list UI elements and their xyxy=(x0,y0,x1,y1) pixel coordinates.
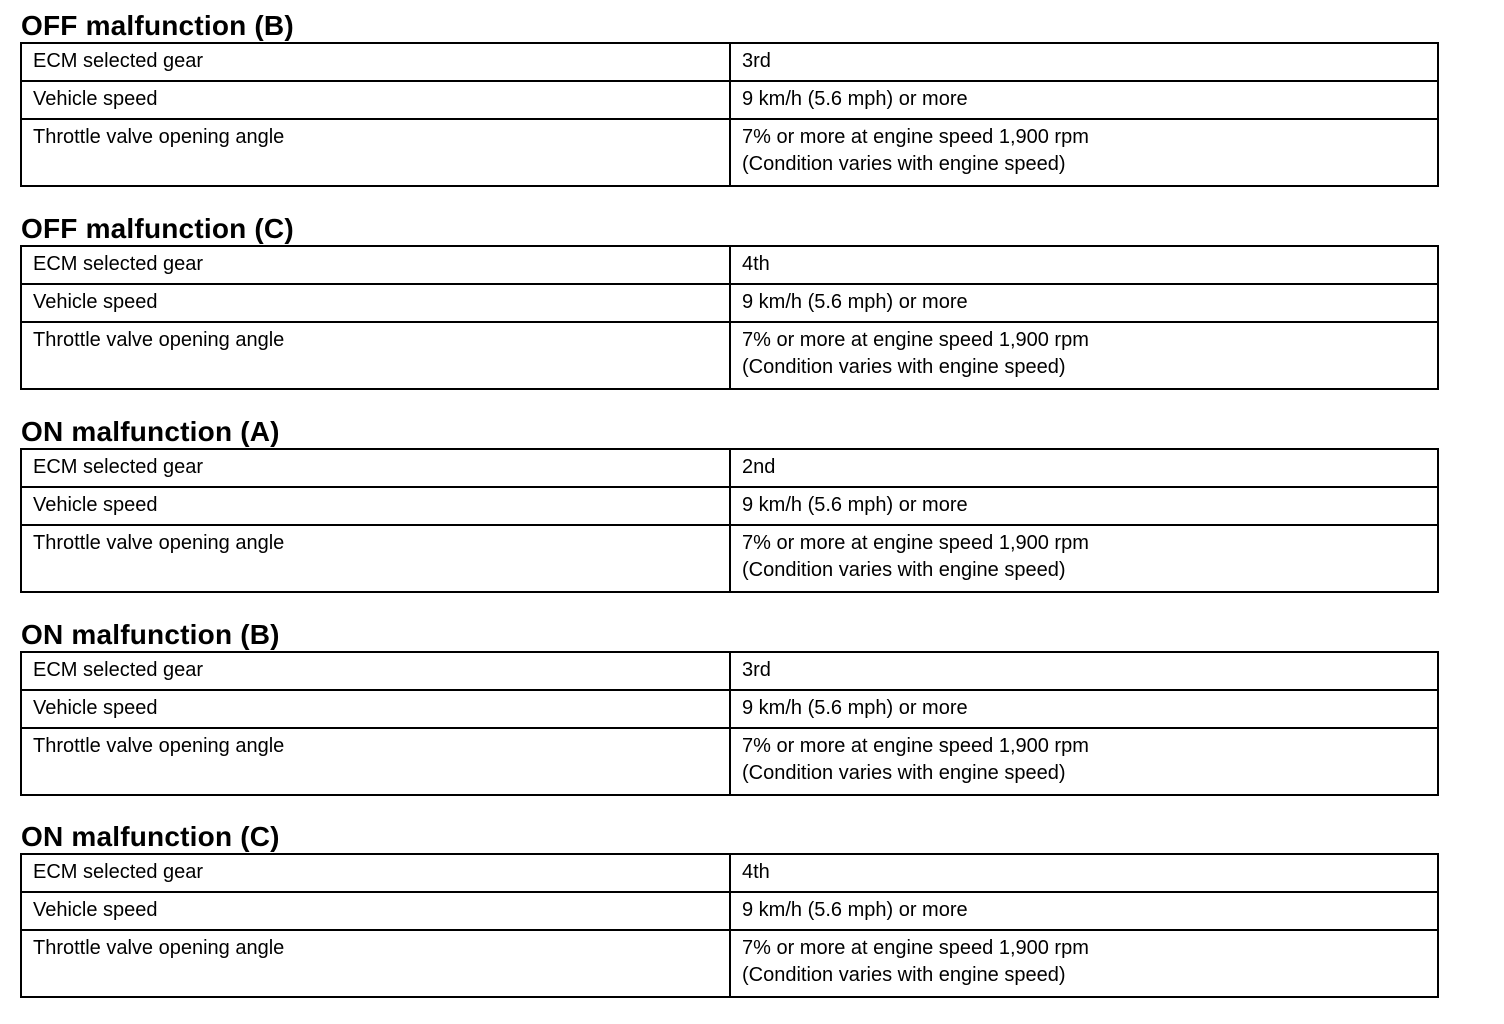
condition-table xyxy=(20,42,1439,187)
row-label: Throttle valve opening angle xyxy=(21,525,730,592)
row-label: ECM selected gear xyxy=(21,43,730,81)
section-title: ON malfunction (B) xyxy=(21,619,280,650)
row-label: Throttle valve opening angle xyxy=(21,322,730,389)
condition-table xyxy=(20,245,1439,390)
row-label: Vehicle speed xyxy=(21,284,730,322)
section-title: OFF malfunction (C) xyxy=(21,213,294,244)
section-title: ON malfunction (A) xyxy=(21,416,280,447)
row-value: 4th xyxy=(730,246,1438,284)
row-value: 7% or more at engine speed 1,900 rpm (Condition varies with engine speed) xyxy=(730,930,1438,997)
row-value: 2nd xyxy=(730,449,1438,487)
condition-table xyxy=(20,853,1439,998)
row-label: ECM selected gear xyxy=(21,854,730,892)
row-label: Vehicle speed xyxy=(21,81,730,119)
row-label: ECM selected gear xyxy=(21,449,730,487)
section-on-malfunction-a xyxy=(20,416,1439,593)
section-on-malfunction-c xyxy=(20,821,1439,998)
table-row xyxy=(21,487,1438,525)
section-off-malfunction-c xyxy=(20,213,1439,390)
table-row xyxy=(21,284,1438,322)
table-row xyxy=(21,854,1438,892)
table-row xyxy=(21,728,1438,795)
row-label: ECM selected gear xyxy=(21,246,730,284)
row-value: 7% or more at engine speed 1,900 rpm (Condition varies with engine speed) xyxy=(730,525,1438,592)
row-value: 9 km/h (5.6 mph) or more xyxy=(730,892,1438,930)
section-on-malfunction-b xyxy=(20,619,1439,796)
row-value: 4th xyxy=(730,854,1438,892)
table-row xyxy=(21,892,1438,930)
section-title: ON malfunction (C) xyxy=(21,821,280,852)
row-value: 9 km/h (5.6 mph) or more xyxy=(730,690,1438,728)
row-value: 9 km/h (5.6 mph) or more xyxy=(730,284,1438,322)
condition-table xyxy=(20,651,1439,796)
row-label: Vehicle speed xyxy=(21,892,730,930)
table-row xyxy=(21,652,1438,690)
row-value: 7% or more at engine speed 1,900 rpm (Condition varies with engine speed) xyxy=(730,322,1438,389)
table-row xyxy=(21,322,1438,389)
row-label: Vehicle speed xyxy=(21,487,730,525)
row-value: 7% or more at engine speed 1,900 rpm (Condition varies with engine speed) xyxy=(730,728,1438,795)
row-label: Throttle valve opening angle xyxy=(21,930,730,997)
row-value: 3rd xyxy=(730,43,1438,81)
table-row xyxy=(21,525,1438,592)
section-title: OFF malfunction (B) xyxy=(21,10,294,41)
table-row xyxy=(21,119,1438,186)
table-row xyxy=(21,690,1438,728)
row-value: 9 km/h (5.6 mph) or more xyxy=(730,81,1438,119)
row-label: ECM selected gear xyxy=(21,652,730,690)
section-off-malfunction-b xyxy=(20,10,1439,187)
table-row xyxy=(21,43,1438,81)
row-value: 3rd xyxy=(730,652,1438,690)
table-row xyxy=(21,246,1438,284)
row-value: 9 km/h (5.6 mph) or more xyxy=(730,487,1438,525)
condition-table xyxy=(20,448,1439,593)
table-row xyxy=(21,930,1438,997)
row-label: Throttle valve opening angle xyxy=(21,119,730,186)
row-label: Throttle valve opening angle xyxy=(21,728,730,795)
row-value: 7% or more at engine speed 1,900 rpm (Condition varies with engine speed) xyxy=(730,119,1438,186)
table-row xyxy=(21,81,1438,119)
table-row xyxy=(21,449,1438,487)
row-label: Vehicle speed xyxy=(21,690,730,728)
